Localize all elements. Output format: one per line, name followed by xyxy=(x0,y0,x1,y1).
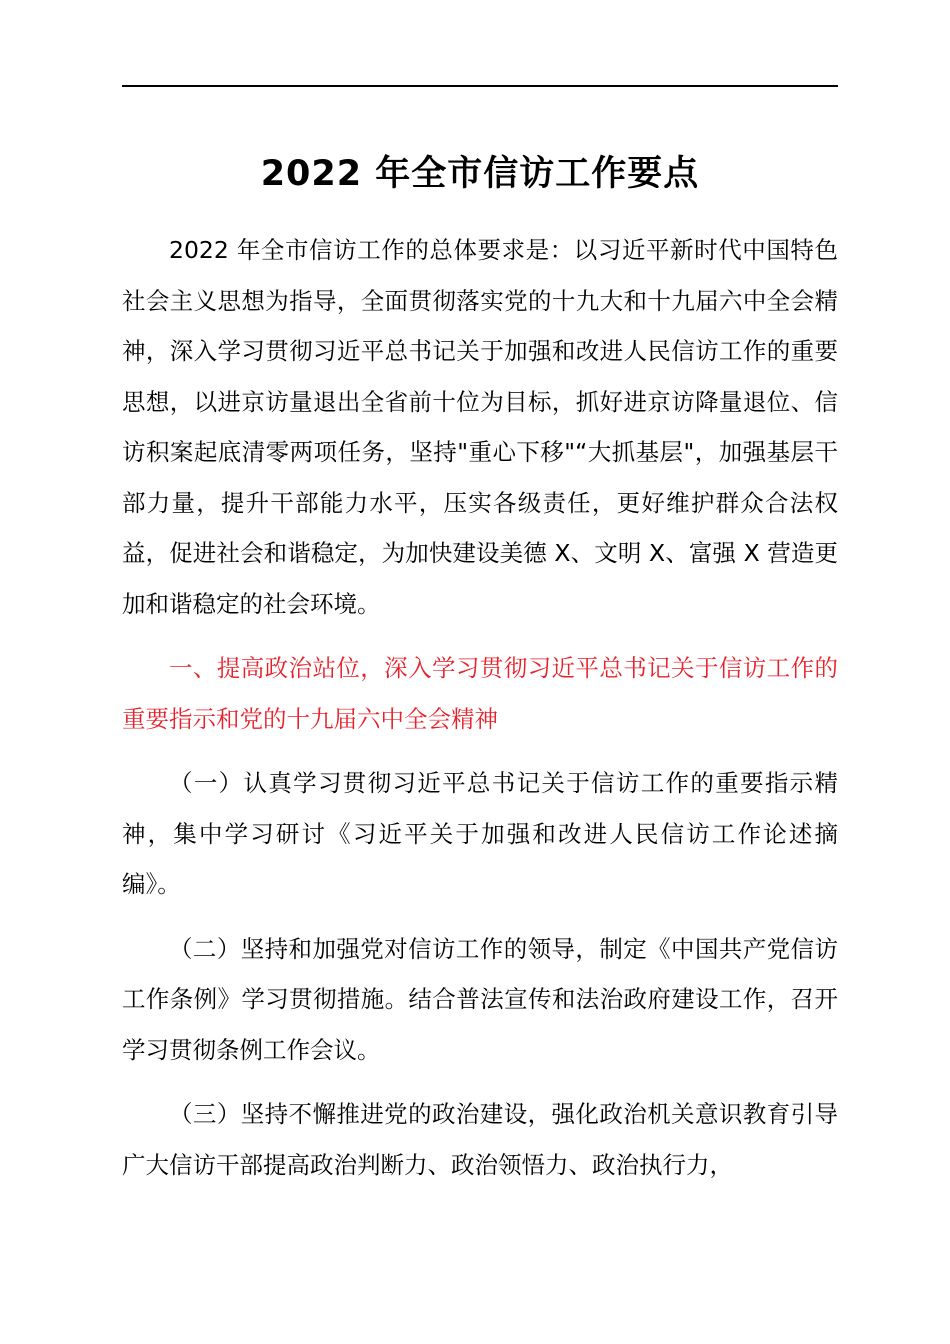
list-item-3: （三）坚持不懈推进党的政治建设，强化政治机关意识教育引导广大信访干部提高政治判断力、政治领悟力、政治执行力， xyxy=(122,1100,838,1179)
document-title: 2022 年全市信访工作要点 xyxy=(260,154,700,194)
header-rule xyxy=(122,85,838,87)
section-heading-1: 一、提高政治站位，深入学习贯彻习近平总书记关于信访工作的重要指示和党的十九届六中全会精神 xyxy=(122,654,838,733)
list-item-2: （二）坚持和加强党对信访工作的领导，制定《中国共产党信访工作条例》学习贯彻措施。结合普法宣传和法治政府建设工作，召开学习贯彻条例工作会议。 xyxy=(122,934,838,1064)
list-item-1: （一）认真学习贯彻习近平总书记关于信访工作的重要指示精神，集中学习研讨《习近平关于加强和改进人民信访工作论述摘编》。 xyxy=(122,769,838,898)
intro-paragraph: 2022 年全市信访工作的总体要求是：以习近平新时代中国特色社会主义思想为指导，全面贯彻落实党的十九大和十九届六中全会精神，深入学习贯彻习近平总书记关于加强和改进人民信访工作的重要思想，以进京访量退出全省前十位为目标，抓好进京访降量退位、信访积案起底清零两项任务，坚持"重心下移"“大抓基层"，加强基层干部力量，提升干部能力水平，压实各级责任，更好维护群众合法权益，促进社会和谐稳定，为加快建设美德 X、文明 X、富强 X 营造更加和谐稳定的社会环境。 xyxy=(122,236,838,618)
document-body xyxy=(122,225,838,1190)
